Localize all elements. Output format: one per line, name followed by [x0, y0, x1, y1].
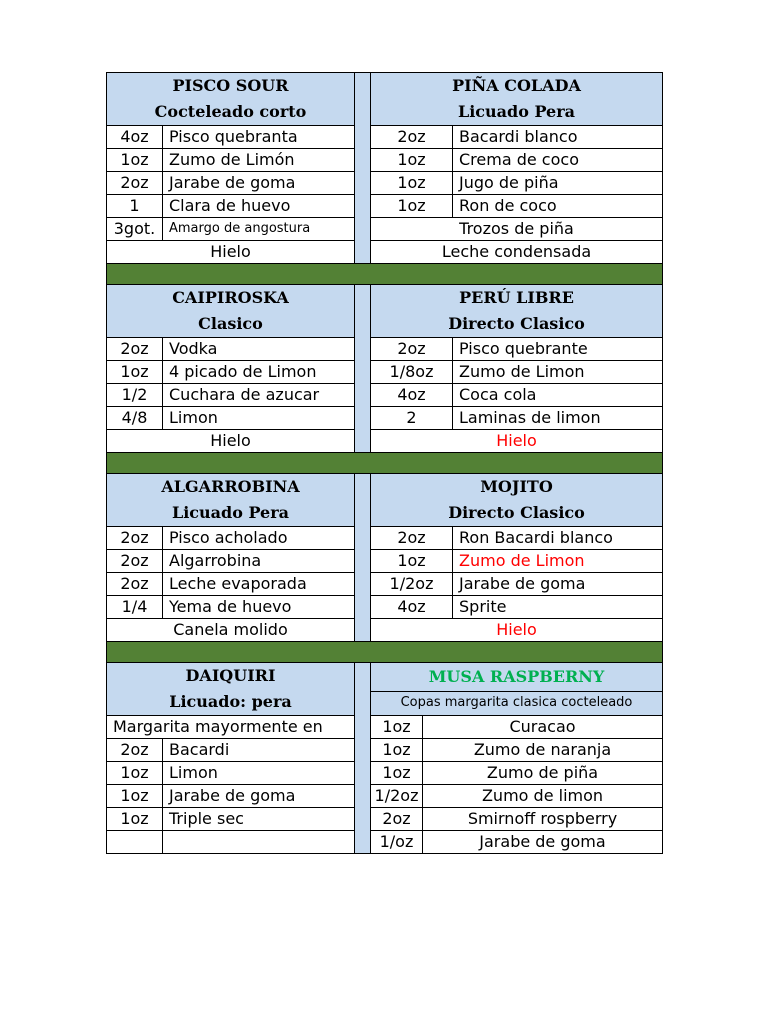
ingredient-cell: Zumo de Limón — [163, 149, 355, 172]
extra-ingredient-cell: Trozos de piña — [371, 218, 663, 241]
ingredient-cell: Yema de huevo — [163, 596, 355, 619]
mojito-header — [371, 474, 663, 527]
ingredient-cell: Sprite — [453, 596, 663, 619]
quantity-cell: 2oz — [107, 172, 163, 195]
quantity-cell: 2oz — [107, 338, 163, 361]
table-row — [107, 716, 663, 739]
quantity-cell: 1/2oz — [371, 785, 423, 808]
recipe-method: Licuado: pera — [169, 692, 292, 711]
quantity-cell: 1oz — [371, 195, 453, 218]
table-row — [107, 762, 663, 785]
ingredient-cell: Jarabe de goma — [453, 573, 663, 596]
quantity-cell: 2 — [371, 407, 453, 430]
table-row — [107, 241, 663, 264]
table-row — [107, 361, 663, 384]
ingredient-cell: Bacardi blanco — [453, 126, 663, 149]
column-divider — [355, 73, 371, 264]
ingredient-cell — [163, 831, 355, 854]
footer-cell-highlighted: Hielo — [371, 430, 663, 453]
algarrobina-header — [107, 474, 355, 527]
musa-raspberny-method: Copas margarita clasica cocteleado — [371, 691, 663, 715]
ingredient-cell: Smirnoff rospberry — [423, 808, 663, 831]
table-row — [107, 338, 663, 361]
quantity-cell: 3got. — [107, 218, 163, 241]
ingredient-cell: Triple sec — [163, 808, 355, 831]
ingredient-cell: Leche evaporada — [163, 573, 355, 596]
ingredient-cell-highlighted: Zumo de Limon — [453, 550, 663, 573]
quantity-cell: 1oz — [371, 550, 453, 573]
footer-cell: Hielo — [107, 241, 355, 264]
quantity-cell: 1oz — [107, 808, 163, 831]
quantity-cell: 1/2 — [107, 384, 163, 407]
table-row — [107, 430, 663, 453]
recipe-method: Directo Clasico — [448, 503, 585, 522]
separator-row — [107, 642, 663, 663]
ingredient-cell: Ron Bacardi blanco — [453, 527, 663, 550]
ingredient-cell: Jarabe de goma — [163, 172, 355, 195]
recipe-method: Licuado Pera — [171, 503, 290, 522]
recipe-method: Directo Clasico — [448, 314, 585, 333]
ingredient-cell: Zumo de Limon — [453, 361, 663, 384]
quantity-cell: 1oz — [371, 762, 423, 785]
recipe-title: PIÑA COLADA — [452, 76, 581, 95]
column-divider — [355, 285, 371, 453]
cocktail-recipe-table — [106, 72, 663, 854]
table-row — [107, 596, 663, 619]
ingredient-cell: Pisco acholado — [163, 527, 355, 550]
table-row — [107, 550, 663, 573]
ingredient-cell: Amargo de angostura — [163, 218, 355, 241]
ingredient-cell: Clara de huevo — [163, 195, 355, 218]
recipe-title: ALGARROBINA — [161, 477, 300, 496]
quantity-cell: 1oz — [371, 172, 453, 195]
section-1-header — [107, 73, 663, 126]
ingredient-cell: Ron de coco — [453, 195, 663, 218]
ingredient-cell: Zumo de piña — [423, 762, 663, 785]
ingredient-cell: Limon — [163, 407, 355, 430]
ingredient-cell: Limon — [163, 762, 355, 785]
ingredient-cell: Pisco quebrante — [453, 338, 663, 361]
recipe-method: Licuado Pera — [457, 102, 576, 121]
quantity-cell: 1oz — [107, 762, 163, 785]
quantity-cell: 2oz — [371, 338, 453, 361]
quantity-cell: 4oz — [371, 384, 453, 407]
ingredient-cell: Cuchara de azucar — [163, 384, 355, 407]
recipe-title: PISCO SOUR — [172, 76, 289, 95]
quantity-cell: 2oz — [107, 527, 163, 550]
column-divider — [355, 663, 371, 854]
musa-raspberny-title: MUSA RASPBERNY — [371, 663, 663, 692]
quantity-cell: 2oz — [371, 808, 423, 831]
ingredient-cell: 4 picado de Limon — [163, 361, 355, 384]
quantity-cell: 4/8 — [107, 407, 163, 430]
ingredient-cell: Jarabe de goma — [423, 831, 663, 854]
ingredient-cell: Laminas de limon — [453, 407, 663, 430]
pina-colada-header — [371, 73, 663, 126]
table-row — [107, 831, 663, 854]
section-2-header — [107, 285, 663, 338]
footer-cell: Hielo — [107, 430, 355, 453]
table-row — [107, 149, 663, 172]
note-cell: Margarita mayormente en — [107, 716, 355, 739]
table-row — [107, 407, 663, 430]
quantity-cell: 1oz — [107, 785, 163, 808]
table-row — [107, 573, 663, 596]
quantity-cell: 4oz — [107, 126, 163, 149]
table-row — [107, 785, 663, 808]
recipe-title: PERÚ LIBRE — [459, 288, 574, 307]
recipe-method: Cocteleado corto — [154, 102, 307, 121]
separator-row — [107, 453, 663, 474]
quantity-cell: 1oz — [371, 716, 423, 739]
table-row — [107, 619, 663, 642]
ingredient-cell: Crema de coco — [453, 149, 663, 172]
quantity-cell: 1oz — [107, 361, 163, 384]
table-row — [107, 527, 663, 550]
footer-cell: Canela molido — [107, 619, 355, 642]
table-row — [107, 172, 663, 195]
recipe-title: MOJITO — [480, 477, 553, 496]
quantity-cell: 2oz — [371, 527, 453, 550]
table-row — [107, 218, 663, 241]
table-row — [107, 739, 663, 762]
recipe-title: CAIPIROSKA — [172, 288, 289, 307]
recipe-title: DAIQUIRI — [185, 666, 276, 685]
ingredient-cell: Pisco quebranta — [163, 126, 355, 149]
table-row — [107, 126, 663, 149]
column-divider — [355, 474, 371, 642]
table-row — [107, 808, 663, 831]
ingredient-cell: Bacardi — [163, 739, 355, 762]
quantity-cell: 1/8oz — [371, 361, 453, 384]
quantity-cell: 4oz — [371, 596, 453, 619]
quantity-cell: 1oz — [371, 149, 453, 172]
separator-row — [107, 264, 663, 285]
quantity-cell: 2oz — [107, 573, 163, 596]
green-separator-band — [107, 264, 663, 285]
quantity-cell: 1 — [107, 195, 163, 218]
daiquiri-header — [107, 663, 355, 716]
footer-cell-highlighted: Hielo — [371, 619, 663, 642]
quantity-cell — [107, 831, 163, 854]
ingredient-cell: Zumo de naranja — [423, 739, 663, 762]
table-row — [107, 384, 663, 407]
table-row — [107, 195, 663, 218]
quantity-cell: 1/oz — [371, 831, 423, 854]
green-separator-band — [107, 453, 663, 474]
quantity-cell: 1/2oz — [371, 573, 453, 596]
ingredient-cell: Zumo de limon — [423, 785, 663, 808]
pisco-sour-header — [107, 73, 355, 126]
ingredient-cell: Vodka — [163, 338, 355, 361]
quantity-cell: 2oz — [371, 126, 453, 149]
quantity-cell: 1oz — [371, 739, 423, 762]
footer-cell: Leche condensada — [371, 241, 663, 264]
quantity-cell: 2oz — [107, 550, 163, 573]
section-3-header — [107, 474, 663, 527]
caipiroska-header — [107, 285, 355, 338]
quantity-cell: 1oz — [107, 149, 163, 172]
ingredient-cell: Algarrobina — [163, 550, 355, 573]
ingredient-cell: Jugo de piña — [453, 172, 663, 195]
quantity-cell: 1/4 — [107, 596, 163, 619]
ingredient-cell: Coca cola — [453, 384, 663, 407]
recipe-method: Clasico — [198, 314, 263, 333]
peru-libre-header — [371, 285, 663, 338]
quantity-cell: 2oz — [107, 739, 163, 762]
section-4-header — [107, 663, 663, 692]
ingredient-cell: Curacao — [423, 716, 663, 739]
green-separator-band — [107, 642, 663, 663]
ingredient-cell: Jarabe de goma — [163, 785, 355, 808]
